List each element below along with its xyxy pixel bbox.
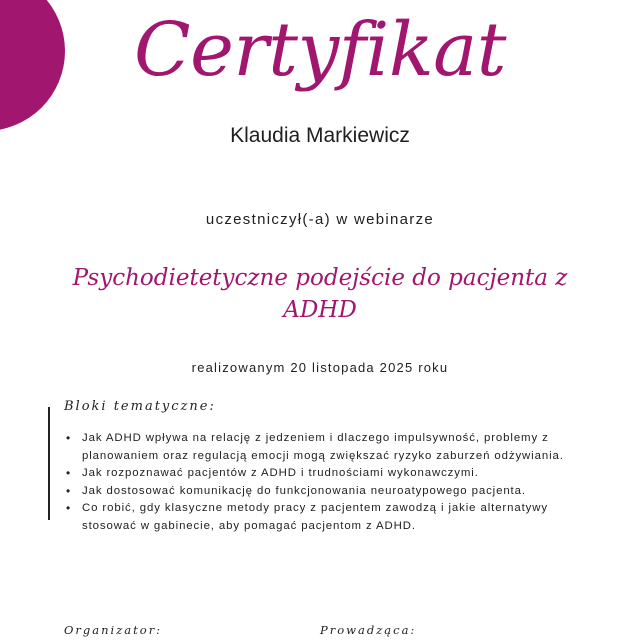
list-item bbox=[64, 500, 584, 535]
webinar-title: Psychodietetyczne podejście do pacjenta z ADHD bbox=[72, 265, 568, 323]
recipient-name: Klaudia Markiewicz bbox=[230, 124, 410, 147]
certificate-title: Certyfikat bbox=[133, 7, 507, 93]
topic-text: Jak dostosować komunikację do funkcjonowania neuroatypowego pacjenta. bbox=[82, 484, 526, 497]
topic-text: Co robić, gdy klasyczne metody pracy z pacjentem zawodzą i jakie alternatywy stosować w gabinecie, aby pomagać pacjentom z ADHD. bbox=[82, 502, 548, 532]
topics-heading: Bloki tematyczne: bbox=[64, 399, 216, 414]
list-item bbox=[64, 465, 584, 483]
topic-text: Jak ADHD wpływa na relację z jedzeniem i dlaczego impulsywność, problemy z planowaniem oraz regulacją emocji mogą zwiększać ryzyko zaburzeń odżywiania. bbox=[82, 432, 564, 462]
topic-text: Jak rozpoznawać pacjentów z ADHD i trudnościami wykonawczymi. bbox=[82, 467, 479, 479]
bullet-icon: • bbox=[66, 431, 72, 445]
topics-divider bbox=[48, 407, 50, 520]
lead-label: Prowadząca: bbox=[320, 623, 417, 637]
list-item bbox=[64, 430, 584, 465]
bullet-icon: • bbox=[66, 483, 72, 498]
participation-text: uczestniczył(-a) w webinarze bbox=[205, 211, 435, 228]
organizer-label: Organizator: bbox=[64, 623, 163, 637]
bullet-icon: • bbox=[66, 466, 72, 480]
bullet-icon: • bbox=[66, 501, 72, 515]
list-item bbox=[64, 483, 584, 501]
webinar-date: realizowanym 20 listopada 2025 roku bbox=[191, 360, 449, 375]
topics-list bbox=[64, 430, 584, 535]
